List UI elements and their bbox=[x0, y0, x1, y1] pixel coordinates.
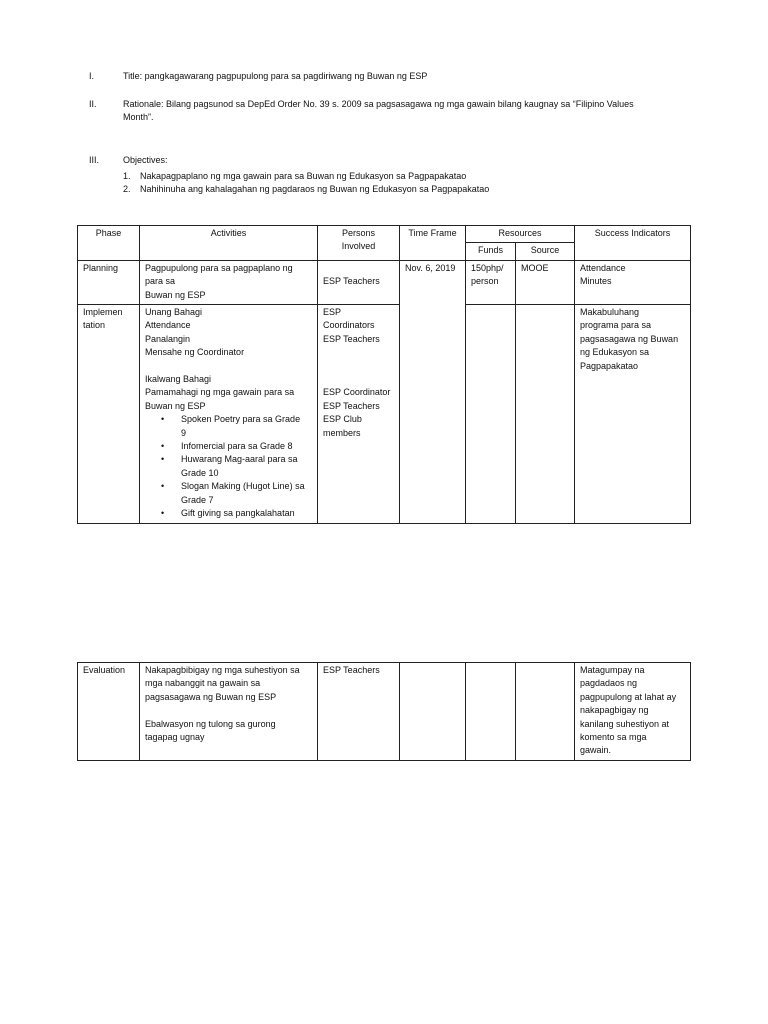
header-success-indicators: Success Indicators bbox=[575, 226, 691, 261]
activities-cell: Unang Bahagi Attendance Panalangin Mensahe ng Coordinator Ikalwang Bahagi Pamamahagi ng mga gawain para sa Buwan ng ESP • Spoken Poetry para sa Grade 9 • Infomercial para sa Grade 8 • Huwarang Mag-aaral para sa Grade 10 • Slogan Making (Hugot Line) sa Grade 7 • Gift giving sa pangkalahatan bbox=[140, 305, 318, 523]
evaluation-table bbox=[77, 662, 691, 761]
table-row bbox=[78, 305, 691, 523]
phase-cell: Implemen tation bbox=[78, 305, 140, 523]
phase-cell: Evaluation bbox=[78, 663, 140, 761]
action-plan-table bbox=[77, 225, 691, 524]
header-activities: Activities bbox=[140, 226, 318, 261]
outline-number: III. bbox=[89, 155, 100, 165]
table-row bbox=[78, 663, 691, 761]
source-cell: MOOE bbox=[516, 260, 575, 304]
table-header-row bbox=[78, 226, 691, 243]
persons-cell: ESP Teachers bbox=[318, 260, 400, 304]
rationale-text: Rationale: Bilang pagsunod sa DepEd Order No. 39 s. 2009 sa pagsasagawa ng mga gawain bilang kaugnay sa “Filipino Values Month”. bbox=[123, 99, 634, 123]
header-source: Source bbox=[516, 243, 575, 260]
list-item: • Infomercial para sa Grade 8 bbox=[145, 440, 312, 453]
list-item: • Spoken Poetry para sa Grade 9 bbox=[145, 413, 312, 440]
list-item: • Slogan Making (Hugot Line) sa Grade 7 bbox=[145, 480, 312, 507]
time-frame-cell bbox=[400, 663, 466, 761]
success-cell: Matagumpay na pagdadaos ng pagpupulong at lahat ay nakapagbigay ng kanilang suhestiyon at komento sa mga gawain. bbox=[575, 663, 691, 761]
list-item: • Gift giving sa pangkalahatan bbox=[145, 507, 312, 520]
table-row bbox=[78, 260, 691, 304]
objectives-heading: Objectives: bbox=[123, 155, 168, 165]
activities-cell: Nakapagbibigay ng mga suhestiyon sa mga nabanggit na gawain sa pagsasagawa ng Buwan ng ESP Ebalwasyon ng tulong sa gurong tagapag ugnay bbox=[140, 663, 318, 761]
objective-item: 1. Nakapagpaplano ng mga gawain para sa Buwan ng Edukasyon sa Pagpapakatao bbox=[123, 171, 467, 181]
funds-cell bbox=[466, 663, 516, 761]
header-resources: Resources bbox=[466, 226, 575, 243]
source-cell bbox=[516, 305, 575, 523]
success-cell: Makabuluhang programa para sa pagsasagawa ng Buwan ng Edukasyon sa Pagpapakatao bbox=[575, 305, 691, 523]
outline-number: II. bbox=[89, 99, 97, 109]
activities-cell: Pagpupulong para sa pagpaplano ng para sa Buwan ng ESP bbox=[140, 260, 318, 304]
header-time-frame: Time Frame bbox=[400, 226, 466, 261]
header-persons: Persons Involved bbox=[318, 226, 400, 261]
header-phase: Phase bbox=[78, 226, 140, 261]
phase-cell: Planning bbox=[78, 260, 140, 304]
success-cell: Attendance Minutes bbox=[575, 260, 691, 304]
funds-cell: 150php/ person bbox=[466, 260, 516, 304]
source-cell bbox=[516, 663, 575, 761]
objectives-list bbox=[123, 170, 489, 197]
header-funds: Funds bbox=[466, 243, 516, 260]
objective-item: 2. Nahihinuha ang kahalagahan ng pagdaraos ng Buwan ng Edukasyon sa Pagpapakatao bbox=[123, 184, 490, 195]
outline-number: I. bbox=[89, 71, 95, 81]
list-item: • Huwarang Mag-aaral para sa Grade 10 bbox=[145, 453, 312, 480]
funds-cell bbox=[466, 305, 516, 523]
persons-cell: ESP Teachers bbox=[318, 663, 400, 761]
persons-cell: ESP Coordinators ESP Teachers ESP Coordinator ESP Teachers ESP Club members bbox=[318, 305, 400, 523]
activity-bullet-list bbox=[145, 413, 312, 520]
document-title: Title: pangkagawarang pagpupulong para sa pagdiriwang ng Buwan ng ESP bbox=[123, 71, 428, 81]
time-frame-cell: Nov. 6, 2019 bbox=[400, 260, 466, 523]
